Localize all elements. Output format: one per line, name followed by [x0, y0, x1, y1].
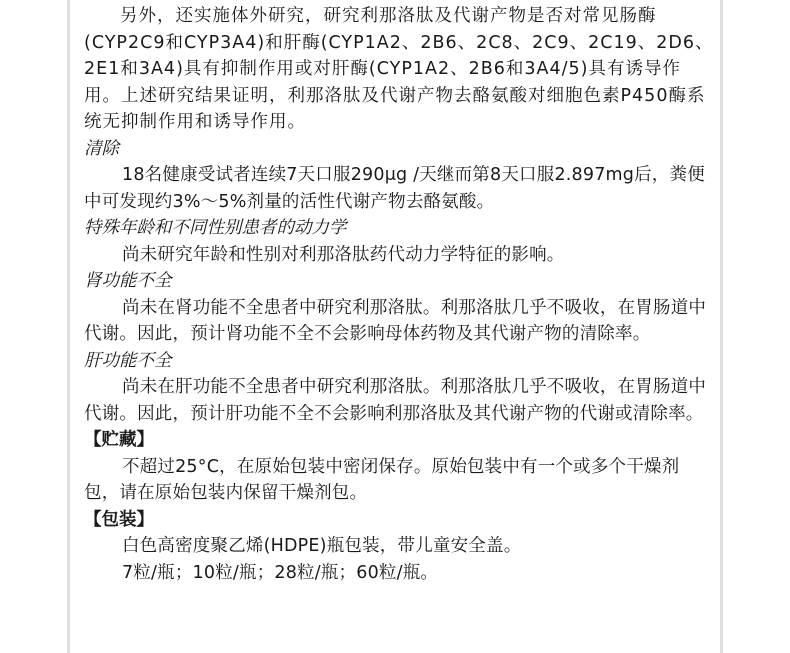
hepatic-heading: 肝功能不全 — [84, 350, 172, 371]
metabolism-paragraph: 另外，还实施体外研究，研究利那洛肽及代谢产物是否对常见肠酶(CYP2C9和CYP3A4)和肝酶(CYP1A2、2B6、2C8、2C9、2C19、2D6、2E1和3A4)具有抑制作用或对肝酶(CYP1A2、2B6和3A4/5)具有诱导作用。上述研究结果证明，利那洛肽及代谢产物去酪氨酸对细胞色素P450酶系统无抑制作用和诱导作用。 — [84, 6, 714, 132]
renal-heading: 肾功能不全 — [84, 271, 172, 291]
hepatic-paragraph: 尚未在肝功能不全患者中研究利那洛肽。利那洛肽几乎不吸收，在胃肠道中代谢。因此，预计肝功能不全不会影响利那洛肽及其代谢产物的代谢或清除率。 — [84, 377, 707, 424]
document-body — [84, 3, 714, 586]
storage-paragraph: 不超过25°C，在原始包装中密闭保存。原始包装中有一个或多个干燥剂包，请在原始包装内保留干燥剂包。 — [84, 456, 680, 503]
storage-heading: 【贮藏】 — [84, 430, 154, 450]
packaging-line-2: 7粒/瓶；10粒/瓶；28粒/瓶；60粒/瓶。 — [122, 562, 439, 583]
special-population-heading: 特殊年龄和不同性别患者的动力学 — [84, 218, 347, 238]
page-edge-right — [720, 0, 723, 653]
clearance-heading: 清除 — [84, 138, 119, 159]
packaging-heading: 【包装】 — [84, 509, 154, 530]
packaging-line-1: 白色高密度聚乙烯(HDPE)瓶包装，带儿童安全盖。 — [122, 536, 522, 556]
page-edge-left — [67, 0, 70, 653]
special-population-paragraph: 尚未研究年龄和性别对利那洛肽药代动力学特征的影响。 — [122, 244, 565, 265]
clearance-paragraph: 18名健康受试者连续7天口服290μg /天继而第8天口服2.897mg后，粪便中可发现约3%～5%剂量的活性代谢产物去酪氨酸。 — [84, 165, 705, 212]
renal-paragraph: 尚未在肾功能不全患者中研究利那洛肽。利那洛肽几乎不吸收，在胃肠道中代谢。因此，预计肾功能不全不会影响母体药物及其代谢产物的清除率。 — [84, 297, 707, 344]
